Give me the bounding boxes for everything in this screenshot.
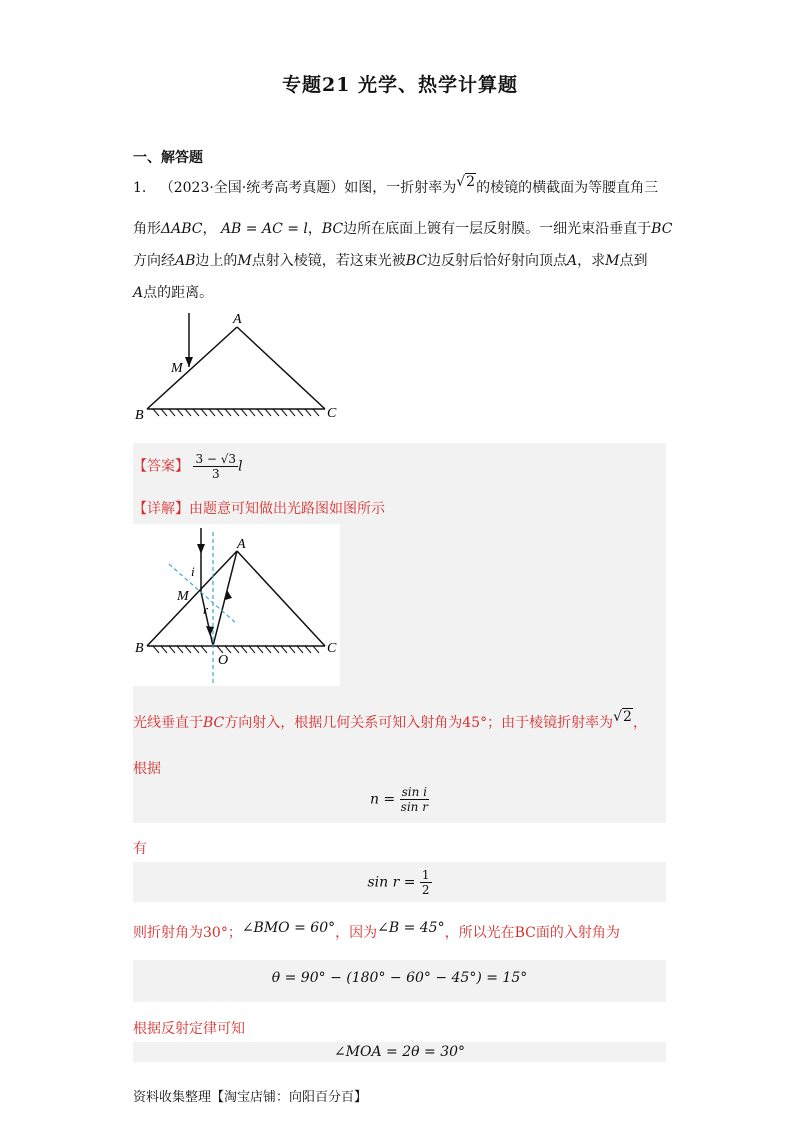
question-line-1: 1. （2023·全国·统考高考真题）如图，一折射率为√2的棱镜的横截面为等腰直角三: [133, 174, 659, 196]
side-ab: [147, 327, 237, 409]
answer-line: 【答案】 $\frac{3 - √3}{3}$ l: [133, 452, 243, 481]
prism-figure: [133, 305, 348, 430]
question-source: （2023·全国·统考高考真题）: [159, 180, 345, 196]
light-path-figure: [133, 524, 340, 686]
equation-angle-moa: ∠MOA = 2θ = 30°: [333, 1044, 466, 1060]
solution-para-4: 则折射角为30°；∠BMO = 60°，因为∠B = 45°，所以光在BC面的入射角为: [133, 920, 620, 941]
detail-line: 【详解】由题意可知做出光路图如图所示: [133, 501, 385, 517]
section-heading: 一、解答题: [133, 150, 203, 166]
answer-fraction: $\frac{3 - √3}{3}$: [195, 452, 237, 481]
solution-para-2: 根据: [133, 761, 161, 777]
label-i: i: [191, 564, 195, 579]
equation-refraction: n = $\frac{\text{sin i}}{\text{sin r}}$: [369, 785, 428, 814]
solution-para-5: 根据反射定律可知: [133, 1021, 245, 1037]
label-o: O: [218, 653, 229, 668]
reflective-film-hatch: [153, 409, 319, 416]
question-number: 1.: [133, 180, 147, 196]
label-b: B: [135, 408, 144, 423]
page-title: 专题21 光学、热学计算题: [281, 74, 519, 96]
answer-tag: 【答案】: [133, 458, 189, 475]
label-r: r: [203, 602, 209, 617]
label-c: C: [327, 406, 337, 421]
label-a: A: [237, 537, 246, 552]
side-ac: [237, 327, 325, 409]
label-a: A: [233, 312, 242, 327]
question-line-2: 角形ΔABC， AB = AC = l，BC边所在底面上镀有一层反射膜。一细光束沿垂直于BC: [133, 221, 673, 237]
question-line-4: A点的距离。: [133, 285, 214, 301]
solution-para-3: 有: [133, 841, 147, 857]
equation-sin-r: sin r = $\frac{1}{2}$: [367, 868, 430, 897]
solution-para-1: 光线垂直于BC方向射入，根据几何关系可知入射角为45°；由于棱镜折射率为√2，: [133, 709, 647, 731]
label-m: M: [177, 589, 189, 604]
label-m: M: [171, 361, 183, 376]
arrow-head: [185, 357, 193, 367]
sqrt-2: √2: [456, 174, 476, 190]
question-line-3: 方向经AB边上的M点射入棱镜，若这束光被BC边反射后恰好射向顶点A，求M点到: [133, 253, 648, 269]
footer-note: 资料收集整理【淘宝店铺：向阳百分百】: [133, 1090, 368, 1105]
label-c: C: [327, 641, 337, 656]
detail-tag: 【详解】: [133, 501, 189, 517]
equation-theta: θ = 90° − (180° − 60° − 45°) = 15°: [271, 970, 528, 986]
label-b: B: [135, 641, 144, 656]
